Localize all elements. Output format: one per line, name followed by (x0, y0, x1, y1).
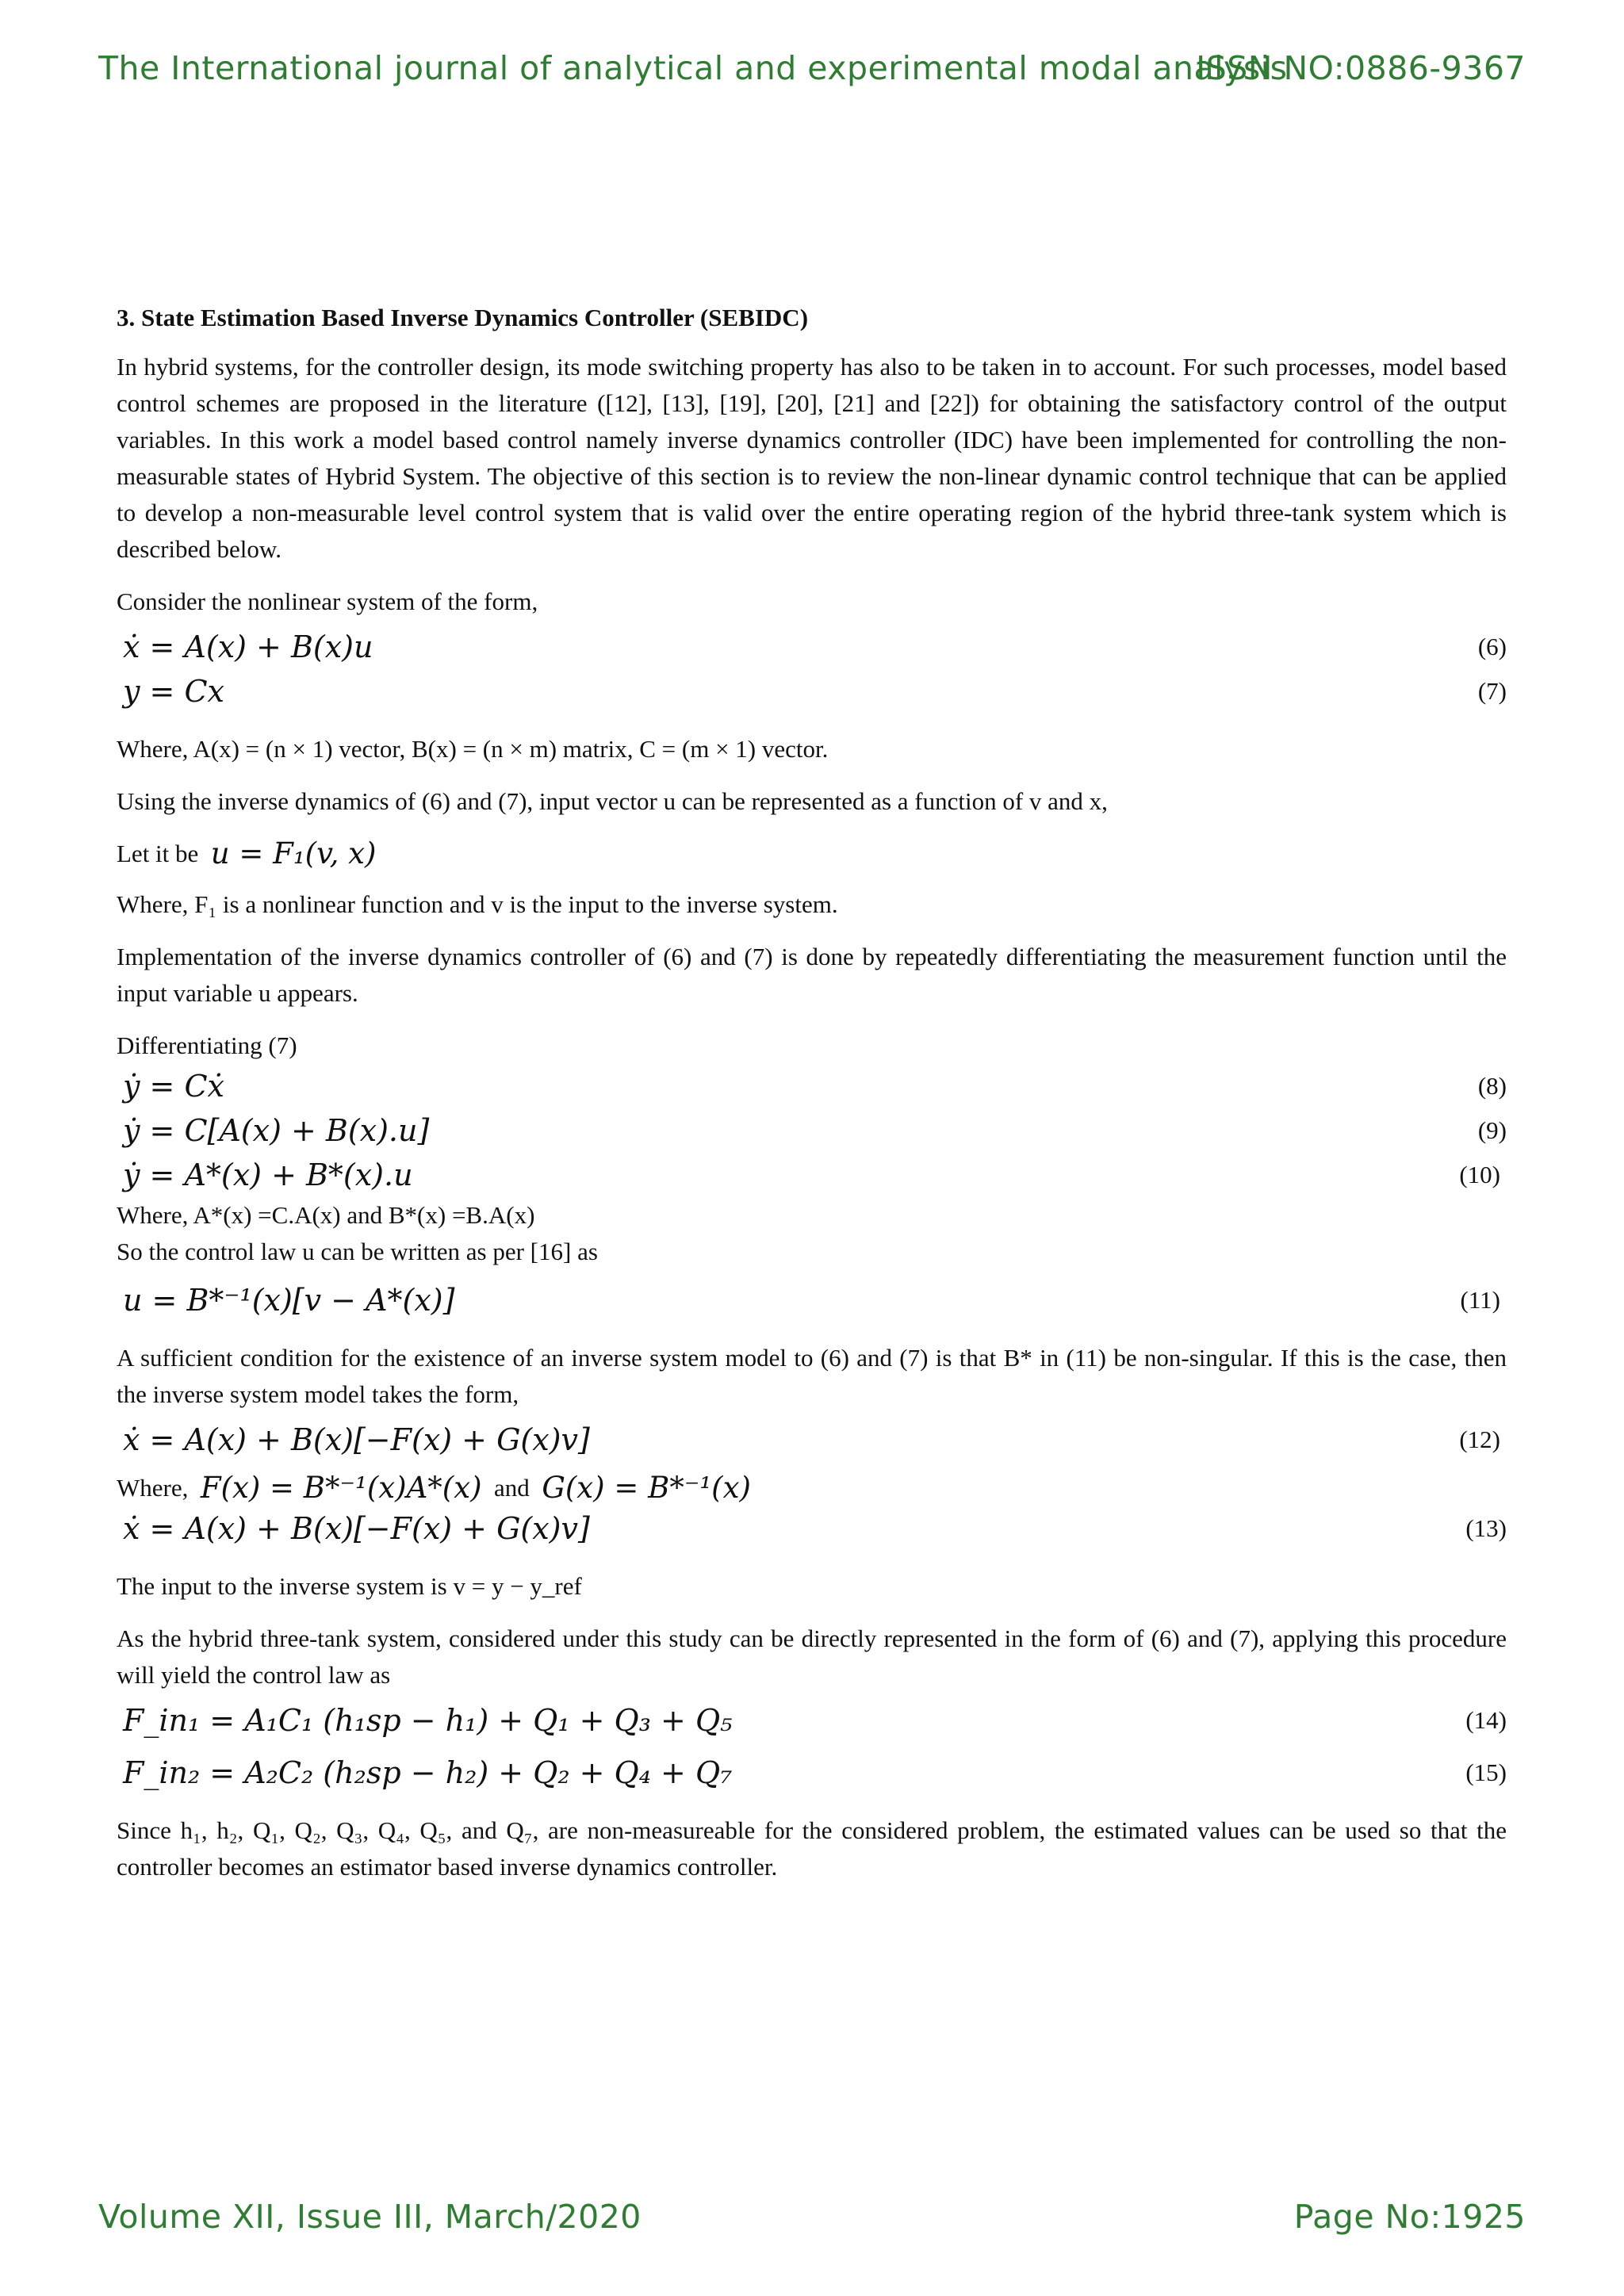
equation-10-number: (10) (1459, 1161, 1500, 1188)
equation-11-number: (11) (1460, 1286, 1500, 1314)
paragraph-implementation: Implementation of the inverse dynamics controller of (6) and (7) is done by repeatedly differentiating the measurement function until the input variable u appears. (117, 943, 1507, 1007)
paragraph-conclusion: Since h₁, h₂, Q₁, Q₂, Q₃, Q₄, Q₅, and Q₇, are non-measureable for the considered problem, the estimated values can be used so that the controller becomes an estimator based inverse dynamics controller. (117, 1816, 1507, 1881)
equation-8-expression: ẏ = Cẋ (123, 1069, 224, 1104)
page-number: Page No:1925 (1293, 2198, 1526, 2236)
paragraph-consider: Consider the nonlinear system of the form, (117, 587, 538, 615)
where-f-expression: F(x) = B*⁻¹(x)A*(x) (200, 1471, 482, 1505)
volume-issue: Volume XII, Issue III, March/2020 (98, 2198, 642, 2236)
equation-14-expression: F_in₁ = A₁C₁ (h₁sp − h₁) + Q₁ + Q₃ + Q₅ (123, 1703, 733, 1738)
equation-6 (117, 625, 1507, 669)
let-it-be-expression: u = F₁(v, x) (210, 836, 377, 871)
let-it-be-line (117, 836, 1507, 872)
paragraph-where-star: Where, A*(x) =C.A(x) and B*(x) =B.A(x) (117, 1201, 535, 1229)
equation-15 (117, 1751, 1507, 1795)
equation-12-expression: ẋ = A(x) + B(x)[−F(x) + G(x)v] (123, 1422, 590, 1457)
where-g-expression: G(x) = B*⁻¹(x) (542, 1471, 751, 1505)
equation-9 (117, 1108, 1507, 1153)
paragraph-control-law-intro: So the control law u can be written as per [16] as (117, 1238, 598, 1265)
equation-7-number: (7) (1477, 677, 1507, 705)
equation-9-expression: ẏ = C[A(x) + B(x).u] (123, 1113, 430, 1148)
equation-10-expression: ẏ = A*(x) + B*(x).u (123, 1158, 413, 1192)
equation-8 (117, 1064, 1507, 1108)
equation-14 (117, 1698, 1507, 1743)
paragraph-inverse-dynamics: Using the inverse dynamics of (6) and (7), input vector u can be represented as a function of v and x, (117, 787, 1108, 815)
equation-15-expression: F_in₂ = A₂C₂ (h₂sp − h₂) + Q₂ + Q₄ + Q₇ (123, 1755, 733, 1790)
equation-15-number: (15) (1465, 1758, 1507, 1786)
let-it-be-label: Let it be (117, 840, 199, 867)
equation-11-expression: u = B*⁻¹(x)[v − A*(x)] (123, 1283, 455, 1318)
where-fg-label: Where, (117, 1474, 189, 1502)
page-body (117, 300, 1507, 1901)
paragraph-three-tank: As the hybrid three-tank system, considered under this study can be directly represented in the form of (6) and (7), applying this procedure will yield the control law as (117, 1624, 1507, 1689)
equation-8-number: (8) (1477, 1072, 1507, 1100)
paragraph-where-vectors: Where, A(x) = (n × 1) vector, B(x) = (n × m) matrix, C = (m × 1) vector. (117, 735, 829, 763)
differentiating-label: Differentiating (7) (117, 1031, 297, 1059)
journal-title: The International journal of analytical and experimental modal analysis (98, 49, 1288, 87)
equation-7 (117, 669, 1507, 714)
equation-6-number: (6) (1477, 633, 1507, 660)
equation-13-number: (13) (1465, 1514, 1507, 1542)
equation-10 (117, 1153, 1507, 1197)
paragraph-sufficient-condition: A sufficient condition for the existence of an inverse system model to (6) and (7) is that B* in (11) be non-singular. If this is the case, then the inverse system model takes the form, (117, 1344, 1507, 1408)
equation-13-expression: ẋ = A(x) + B(x)[−F(x) + G(x)v] (123, 1511, 590, 1546)
paragraph-intro: In hybrid systems, for the controller design, its mode switching property has also to be taken in to account. For such processes, model based control schemes are proposed in the literature ([12], [13], [19], [20], [21] and [22]) for obtaining the satisfactory control of the output variables. In this work a model based control namely inverse dynamics controller (IDC) have been implemented for controlling the non-measurable states of Hybrid System. The objective of this section is to review the non-linear dynamic control technique that can be applied to develop a non-measurable level control system that is valid over the entire operating region of the hybrid three-tank system which is described below. (117, 353, 1507, 563)
paragraph-where-f1: Where, F₁ is a nonlinear function and v is the input to the inverse system. (117, 890, 838, 918)
where-fg-line (117, 1470, 1507, 1506)
section-heading: 3. State Estimation Based Inverse Dynamics Controller (SEBIDC) (117, 304, 809, 331)
equation-12 (117, 1418, 1507, 1462)
equation-11 (117, 1278, 1507, 1322)
paragraph-inverse-input: The input to the inverse system is v = y − y_ref (117, 1572, 582, 1600)
equation-7-expression: y = Cx (123, 674, 224, 709)
equation-14-number: (14) (1465, 1706, 1507, 1734)
equation-9-number: (9) (1477, 1116, 1507, 1144)
equation-12-number: (12) (1459, 1425, 1500, 1453)
issn-number: ISSN NO:0886-9367 (1196, 49, 1526, 87)
where-and-word: and (494, 1474, 530, 1502)
equation-13 (117, 1506, 1507, 1551)
equation-6-expression: ẋ = A(x) + B(x)u (123, 629, 373, 664)
